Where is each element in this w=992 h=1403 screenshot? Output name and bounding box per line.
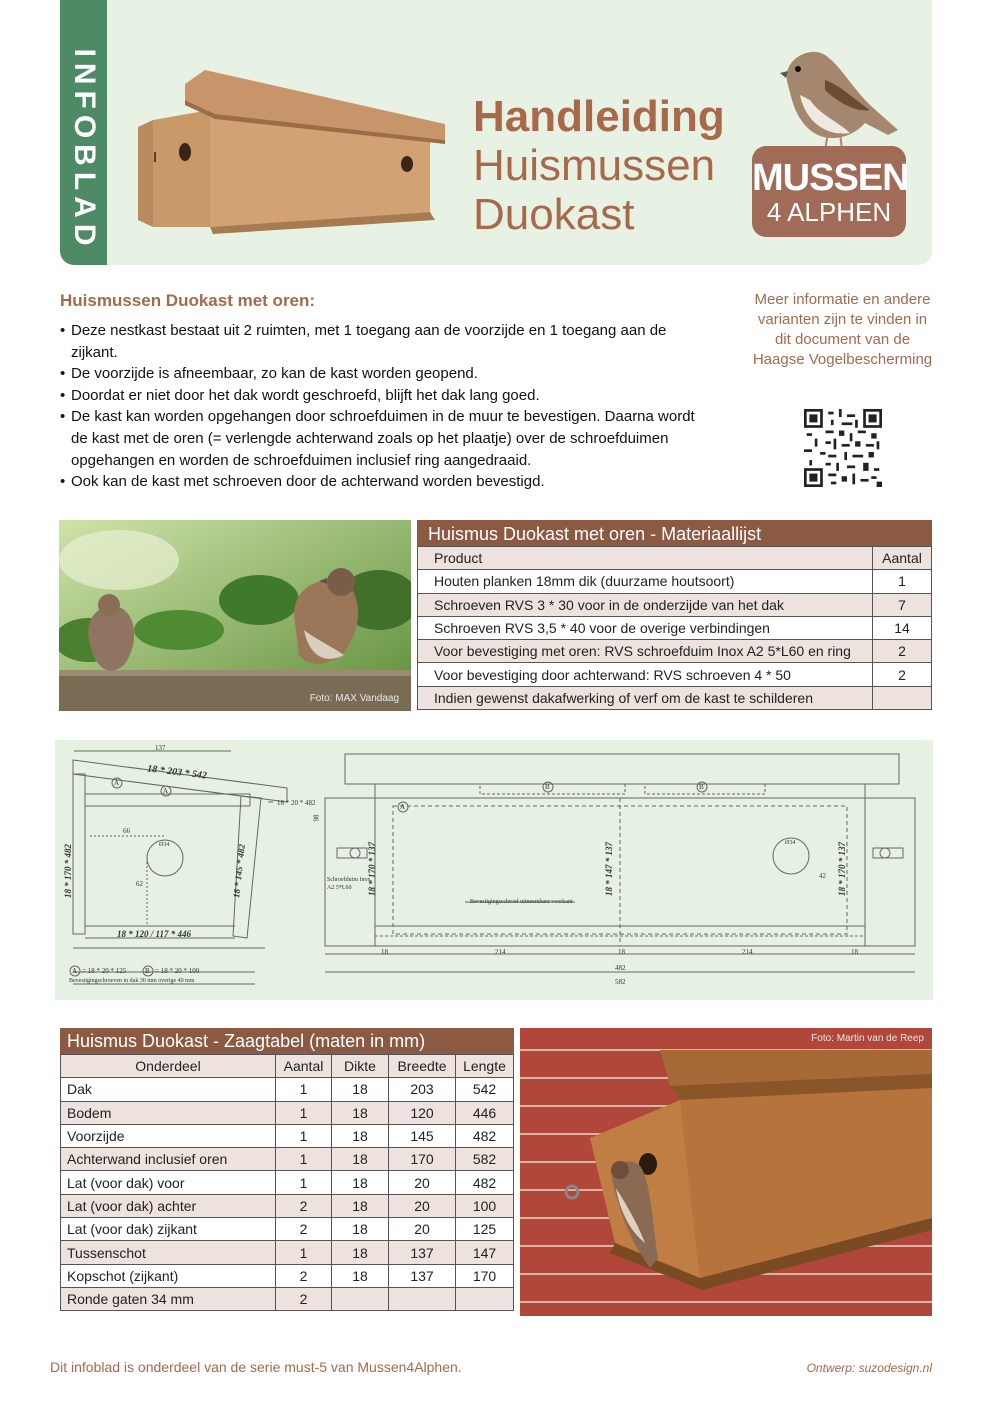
document-title <box>473 92 725 239</box>
letter-a: A <box>163 787 169 795</box>
schroefduim-label: Schroefduim Inox A2 5*L60 <box>327 877 371 891</box>
dim-label: 18 <box>618 948 625 956</box>
column-header: Product <box>418 547 873 570</box>
breedte-cell: 145 <box>389 1124 456 1147</box>
dim-label: 214 <box>742 948 753 956</box>
table-row <box>418 640 932 663</box>
table-row <box>61 1287 514 1310</box>
technical-drawing <box>55 740 933 1000</box>
product-cell: Schroeven RVS 3 * 30 voor in de onderzijde van het dak <box>418 593 873 616</box>
breedte-cell <box>389 1287 456 1310</box>
more-info-text: Meer informatie en andere varianten zijn te vinden in dit document van de Haagse Vogelbescherming <box>752 291 933 368</box>
breedte-cell: 203 <box>389 1078 456 1101</box>
aantal-cell: 1 <box>276 1124 332 1147</box>
breedte-cell: 170 <box>389 1148 456 1171</box>
product-cell: Voor bevestiging met oren: RVS schroefduim Inox A2 5*L60 en ring <box>418 640 873 663</box>
table-row <box>61 1264 514 1287</box>
letter-b: B <box>545 783 550 791</box>
aantal-cell: 14 <box>873 616 932 639</box>
onderdeel-cell: Voorzijde <box>61 1124 276 1147</box>
aantal-cell: 1 <box>276 1241 332 1264</box>
letter-a: A <box>400 803 406 811</box>
dikte-cell: 18 <box>332 1101 389 1124</box>
table-header-row <box>61 1055 514 1078</box>
title-line-2: Huismussen <box>473 141 716 190</box>
table-row <box>418 663 932 686</box>
materials-table <box>417 520 932 710</box>
drawing-labels <box>55 740 933 1000</box>
onderdeel-cell: Achterwand inclusief oren <box>61 1148 276 1171</box>
table-row <box>418 616 932 639</box>
materials-title: Huismus Duokast met oren - Materiaallijst <box>417 520 932 546</box>
aantal-cell: 2 <box>276 1218 332 1241</box>
legend-a: = 18 * 20 * 125 <box>82 967 127 975</box>
table-row <box>61 1218 514 1241</box>
bullet-item: • Deze nestkast bestaat uit 2 ruimten, met 1 toegang aan de voorzijde en 1 toegang aan de zijkant. <box>60 320 710 363</box>
title-line-3: Duokast <box>473 190 635 239</box>
logo-line-2: 4 ALPHEN <box>766 197 892 227</box>
onderdeel-cell: Bodem <box>61 1101 276 1124</box>
nestbox-photo <box>520 1028 932 1316</box>
infoblad-tab <box>60 0 107 265</box>
aantal-cell: 2 <box>873 663 932 686</box>
column-header: Dikte <box>332 1055 389 1078</box>
product-cell: Voor bevestiging door achterwand: RVS schroeven 4 * 50 <box>418 663 873 686</box>
table-row <box>61 1171 514 1194</box>
intro-heading: Huismussen Duokast met oren: <box>60 291 316 310</box>
photo-credit: Foto: Martin van de Reep <box>811 1033 924 1044</box>
onderdeel-cell: Kopschot (zijkant) <box>61 1264 276 1287</box>
dim-label: 18 * 20 * 482 <box>277 799 316 807</box>
lengte-cell: 482 <box>456 1171 514 1194</box>
table-header-row <box>418 547 932 570</box>
breedte-cell: 120 <box>389 1101 456 1124</box>
lengte-cell: 446 <box>456 1101 514 1124</box>
lengte-cell: 100 <box>456 1194 514 1217</box>
footer-series-note: Dit infoblad is onderdeel van de serie must-5 van Mussen4Alphen. <box>50 1359 462 1375</box>
dim-label: 98 <box>312 814 321 822</box>
dim-label: 42 <box>819 872 826 880</box>
legend-note: Bevestigingschroeven in dak 30 mm overige 40 mm <box>69 978 195 984</box>
letter-b: B <box>145 967 150 975</box>
aantal-cell: 2 <box>276 1287 332 1310</box>
dikte-cell: 18 <box>332 1218 389 1241</box>
letter-b: B <box>699 783 704 791</box>
hole-label: Ø34 <box>785 840 796 846</box>
onderdeel-cell: Lat (voor dak) zijkant <box>61 1218 276 1241</box>
saw-table-title: Huismus Duokast - Zaagtabel (maten in mm) <box>60 1028 514 1054</box>
product-cell: Schroeven RVS 3,5 * 40 voor de overige verbindingen <box>418 616 873 639</box>
lengte-cell: 582 <box>456 1148 514 1171</box>
column-header: Onderdeel <box>61 1055 276 1078</box>
column-header: Aantal <box>873 547 932 570</box>
aantal-cell: 1 <box>276 1148 332 1171</box>
dikte-cell: 18 <box>332 1241 389 1264</box>
breedte-cell: 137 <box>389 1264 456 1287</box>
bullet-item: • Ook kan de kast met schroeven door de achterwand worden bevestigd. <box>60 471 710 493</box>
aantal-cell: 1 <box>276 1078 332 1101</box>
onderdeel-cell: Lat (voor dak) achter <box>61 1194 276 1217</box>
footer-design-credit[interactable]: Ontwerp: suzodesign.nl <box>806 1361 932 1375</box>
lengte-cell: 147 <box>456 1241 514 1264</box>
dikte-cell: 18 <box>332 1194 389 1217</box>
table-row <box>418 593 932 616</box>
product-cell: Houten planken 18mm dik (duurzame houtsoort) <box>418 570 873 593</box>
lengte-cell: 125 <box>456 1218 514 1241</box>
aantal-cell: 2 <box>276 1264 332 1287</box>
lengte-cell: 542 <box>456 1078 514 1101</box>
sparrows-photo <box>59 520 411 711</box>
dikte-cell: 18 <box>332 1124 389 1147</box>
title-line-1: Handleiding <box>473 92 725 141</box>
aantal-cell: 1 <box>873 570 932 593</box>
part-label: 18 * 170 * 137 <box>837 842 847 896</box>
part-label: 18 * 170 * 482 <box>63 844 73 898</box>
dikte-cell: 18 <box>332 1171 389 1194</box>
breedte-cell: 20 <box>389 1194 456 1217</box>
onderdeel-cell: Lat (voor dak) voor <box>61 1171 276 1194</box>
letter-a: A <box>72 967 78 975</box>
logo-line-1: MUSSEN <box>752 157 909 199</box>
dikte-cell: 18 <box>332 1264 389 1287</box>
dim-label: 582 <box>615 978 626 986</box>
breedte-cell: 20 <box>389 1218 456 1241</box>
table-row <box>61 1241 514 1264</box>
dikte-cell: 18 <box>332 1148 389 1171</box>
part-label: 18 * 145 * 482 <box>231 843 247 899</box>
dim-label: 18 <box>381 948 388 956</box>
birdhouse-illustration <box>135 62 450 237</box>
aantal-cell: 7 <box>873 593 932 616</box>
dim-label: 66 <box>123 827 130 835</box>
product-cell: Indien gewenst dakafwerking of verf om de kast te schilderen <box>418 686 873 709</box>
dim-label: 62 <box>136 880 143 888</box>
intro-bullet-list <box>60 320 710 493</box>
photo-credit: Foto: MAX Vandaag <box>309 693 399 704</box>
breedte-cell: 137 <box>389 1241 456 1264</box>
aantal-cell: 2 <box>276 1194 332 1217</box>
legend-b: = 18 * 20 * 100 <box>155 967 200 975</box>
infoblad-label: INFOBLAD <box>67 48 101 252</box>
part-label: 18 * 147 * 137 <box>604 842 614 896</box>
lengte-cell <box>456 1287 514 1310</box>
part-label: 18 * 170 * 137 <box>367 842 377 896</box>
aantal-cell: 1 <box>276 1171 332 1194</box>
aantal-cell <box>873 686 932 709</box>
aantal-cell: 1 <box>276 1101 332 1124</box>
dikte-cell: 18 <box>332 1078 389 1101</box>
roof-label: 18 * 203 * 542 <box>146 763 208 782</box>
table-row <box>61 1101 514 1124</box>
mussen4alphen-logo <box>752 146 909 237</box>
aantal-cell: 2 <box>873 640 932 663</box>
dim-label: 137 <box>155 744 166 752</box>
lengte-cell: 170 <box>456 1264 514 1287</box>
column-header: Lengte <box>456 1055 514 1078</box>
letter-a: A <box>114 779 120 787</box>
breedte-cell: 20 <box>389 1171 456 1194</box>
saw-table <box>60 1028 514 1311</box>
dikte-cell <box>332 1287 389 1310</box>
screw-note: Bevestigingsschroef uitneembare voorkant <box>470 899 573 905</box>
dim-label: 214 <box>495 948 506 956</box>
onderdeel-cell: Ronde gaten 34 mm <box>61 1287 276 1310</box>
qr-code[interactable] <box>804 409 882 487</box>
bullet-item: • Doordat er niet door het dak wordt geschroefd, blijft het dak lang goed. <box>60 385 710 407</box>
onderdeel-cell: Dak <box>61 1078 276 1101</box>
table-row <box>418 686 932 709</box>
bullet-item: • De kast kan worden opgehangen door schroefduimen in de muur te bevestigen. Daarna wordt de kast met de oren (= verlengde achterwand zoals op het plaatje) over de schroefduimen opgehangen en worden de schroefduimen inclusief ring aangedraaid. <box>60 406 710 471</box>
table-row <box>61 1148 514 1171</box>
lengte-cell: 482 <box>456 1124 514 1147</box>
dim-label: 482 <box>615 964 626 972</box>
bullet-item: • De voorzijde is afneembaar, zo kan de kast worden geopend. <box>60 363 710 385</box>
column-header: Breedte <box>389 1055 456 1078</box>
table-row <box>61 1194 514 1217</box>
dim-label: 18 <box>851 948 858 956</box>
hole-label: Ø34 <box>159 842 170 848</box>
table-row <box>61 1124 514 1147</box>
onderdeel-cell: Tussenschot <box>61 1241 276 1264</box>
table-row <box>61 1078 514 1101</box>
table-row <box>418 570 932 593</box>
column-header: Aantal <box>276 1055 332 1078</box>
sparrow-icon <box>770 45 900 160</box>
part-label: 18 * 120 / 117 * 446 <box>117 929 192 939</box>
